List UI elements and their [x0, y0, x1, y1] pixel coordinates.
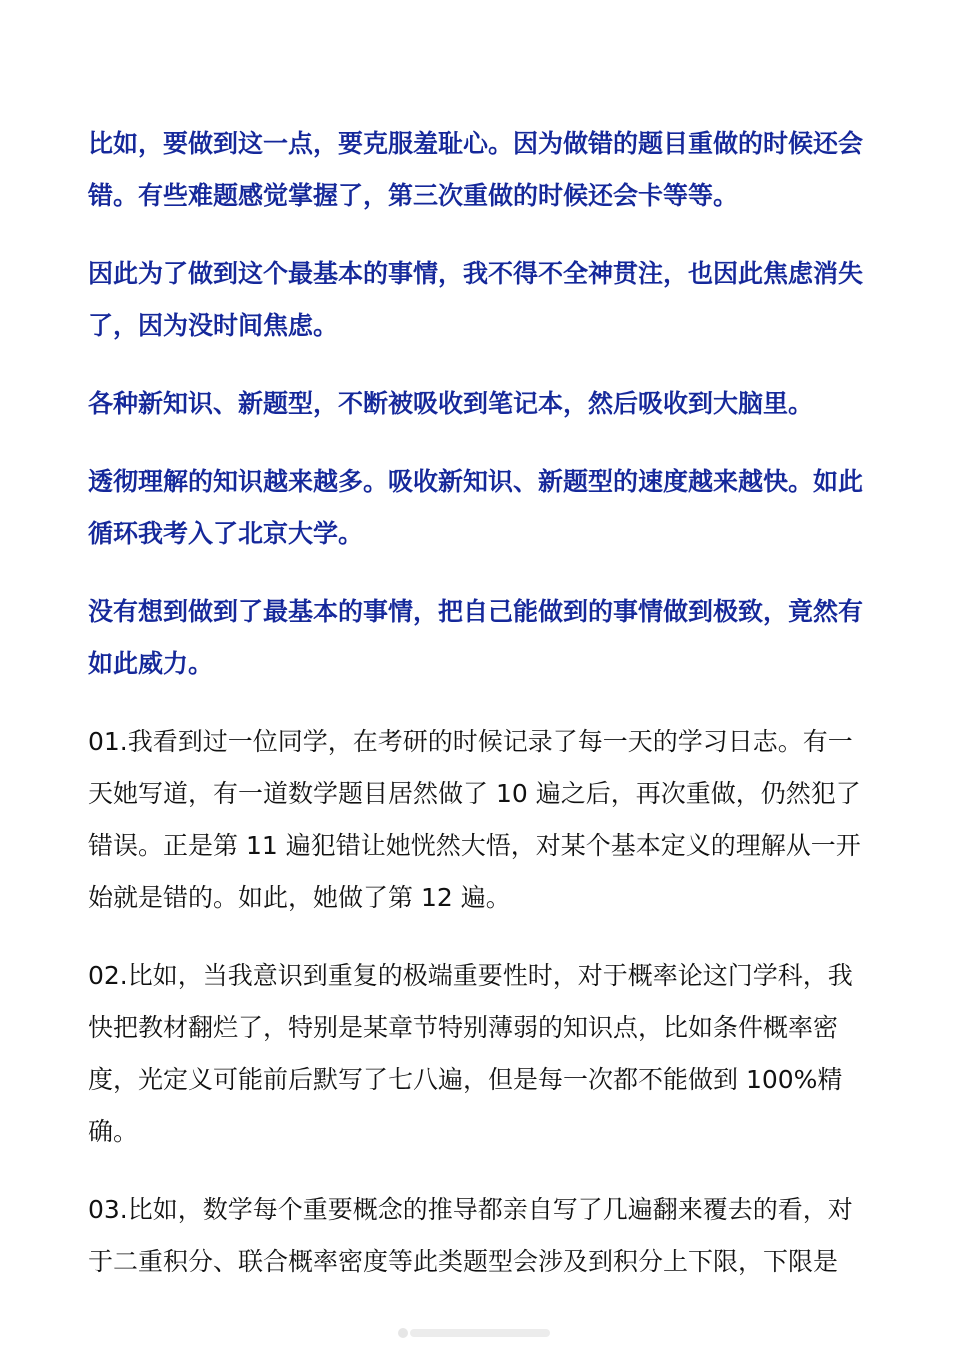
paragraph-1: 比如，要做到这一点，要克服羞耻心。因为做错的题目重做的时候还会错。有些难题感觉掌握了，第三次重做的时候还会卡等等。 — [88, 129, 864, 210]
paragraph-8: 03.比如，数学每个重要概念的推导都亲自写了几遍翻来覆去的看，对于二重积分、联合概率密度等此类题型会涉及到积分上下限，下限是 — [88, 1195, 853, 1276]
watermark-logo-icon — [398, 1328, 408, 1338]
article-body — [88, 118, 876, 1314]
paragraph-7: 02.比如，当我意识到重复的极端重要性时，对于概率论这门学科，我快把教材翻烂了，特别是某章节特别薄弱的知识点，比如条件概率密度，光定义可能前后默写了七八遍，但是每一次都不能做到 100%精确。 — [88, 961, 853, 1146]
paragraph-6: 01.我看到过一位同学，在考研的时候记录了每一天的学习日志。有一天她写道，有一道数学题目居然做了 10 遍之后，再次重做，仍然犯了错误。正是第 11 遍犯错让她恍然大悟，对某个基本定义的理解从一开始就是错的。如此，她做了第 12 遍。 — [88, 727, 861, 912]
paragraph-3: 各种新知识、新题型，不断被吸收到笔记本，然后吸收到大脑里。 — [88, 389, 814, 418]
watermark-bar — [410, 1329, 550, 1337]
paragraph-2: 因此为了做到这个最基本的事情，我不得不全神贯注，也因此焦虑消失了，因为没时间焦虑。 — [88, 259, 864, 340]
watermark — [398, 1326, 550, 1340]
paragraph-5: 没有想到做到了最基本的事情，把自己能做到的事情做到极致，竟然有如此威力。 — [88, 597, 864, 678]
paragraph-4: 透彻理解的知识越来越多。吸收新知识、新题型的速度越来越快。如此循环我考入了北京大学。 — [88, 467, 864, 548]
